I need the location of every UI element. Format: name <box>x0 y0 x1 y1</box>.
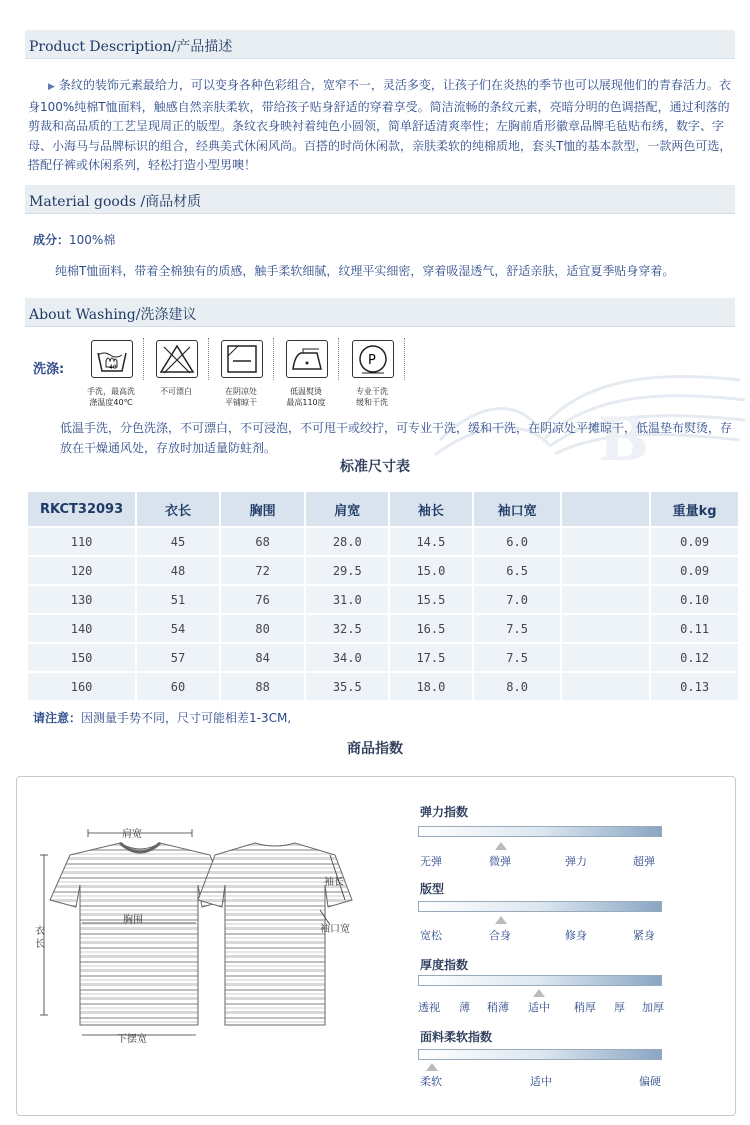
index-title: 商品指数 <box>347 741 403 757</box>
cell: 17.5 <box>390 644 472 671</box>
cell: 18.0 <box>390 673 472 700</box>
gauge-label: 无弹 <box>420 855 442 868</box>
gauge-label: 适中 <box>528 1001 550 1014</box>
icon-divider <box>338 338 339 380</box>
table-row <box>28 528 738 555</box>
gauge-label: 稍薄 <box>487 1001 509 1014</box>
svg-text:B: B <box>598 405 649 475</box>
cell: 150 <box>28 644 135 671</box>
header-weight: 重量kg <box>651 492 738 526</box>
bullet-arrow-icon: ▶ <box>48 82 55 92</box>
wash-caption: 手洗，最高洗 涤温度40℃ <box>87 387 135 407</box>
cell: 31.0 <box>306 586 388 613</box>
low-iron-icon <box>286 340 328 378</box>
cell: 32.5 <box>306 615 388 642</box>
gauge-label: 偏硬 <box>639 1075 661 1088</box>
table-row <box>28 615 738 642</box>
dim-shoulder: 肩宽 <box>122 829 142 840</box>
cell <box>562 644 649 671</box>
cell <box>562 673 649 700</box>
table-row <box>28 586 738 613</box>
gauge-label: 宽松 <box>420 929 442 942</box>
gauge-elasticity-title: 弹力指数 <box>420 805 469 819</box>
header-shoulder: 肩宽 <box>306 492 388 526</box>
gauge-fit-bar <box>418 901 662 912</box>
header-chest: 胸围 <box>221 492 305 526</box>
gauge-label: 紧身 <box>633 929 655 942</box>
gauge-label: 稍厚 <box>574 1001 596 1014</box>
description-title: Product Description/产品描述 <box>29 39 233 55</box>
material-title: Material goods /商品材质 <box>29 194 202 210</box>
material-label: 成分： <box>33 233 70 247</box>
measurement-note <box>33 709 291 726</box>
wash-caption: 低温熨烫 最高110度 <box>286 387 326 407</box>
cell: 35.5 <box>306 673 388 700</box>
header-cuff: 袖口宽 <box>474 492 561 526</box>
wash-caption: 专业干洗 缓和干洗 <box>356 387 388 407</box>
gauge-label: 加厚 <box>642 1001 664 1014</box>
cell: 130 <box>28 586 135 613</box>
cell: 48 <box>137 557 219 584</box>
cell <box>562 615 649 642</box>
gauge-label: 弹力 <box>565 855 587 868</box>
description-text: 条纹的装饰元素最给力，可以变身各种色彩组合，宽窄不一，灵活多变，让孩子们在炎热的季节也可以展现他们的青春活力。衣身100%纯棉T恤面料，触感自然亲肤柔软，带给孩子贴身舒适的穿着享受。简洁流畅的条纹元素，亮暗分明的色调搭配，通过利落的剪裁和高品质的工艺呈现周正的版型。条纹衣身映衬着纯色小圆领，简单舒适清爽率性；左胸前盾形徽章品牌毛毡贴布绣，数字、字母、小海马与品牌标识的组合，经典美式休闲风尚。百搭的时尚休闲款，亲肤柔软的纯棉质地，套头T恤的基本款型，一款两色可选，搭配仔裤或休闲系列，轻松打造小型男噢！ <box>28 78 732 172</box>
gauge-thickness-marker-icon <box>533 989 545 997</box>
cell: 120 <box>28 557 135 584</box>
cell: 15.5 <box>390 586 472 613</box>
gauge-label: 超弹 <box>633 855 655 868</box>
gauge-label: 微弹 <box>489 855 511 868</box>
icon-divider <box>208 338 209 380</box>
cell: 84 <box>221 644 305 671</box>
header-model: RKCT32093 <box>28 492 135 526</box>
size-table <box>26 490 740 702</box>
cell: 60 <box>137 673 219 700</box>
cell: 0.12 <box>651 644 738 671</box>
header-blank <box>562 492 649 526</box>
header-length: 衣长 <box>137 492 219 526</box>
cell <box>562 557 649 584</box>
cell: 45 <box>137 528 219 555</box>
material-composition <box>33 231 115 248</box>
dim-cuff: 袖口宽 <box>320 924 350 935</box>
gauge-label: 透视 <box>418 1001 440 1014</box>
cell: 28.0 <box>306 528 388 555</box>
wash-caption: 在阴凉处 平铺晾干 <box>225 387 257 407</box>
dim-hem: 下摆宽 <box>117 1034 147 1045</box>
no-bleach-icon <box>156 340 198 378</box>
cell: 7.5 <box>474 615 561 642</box>
professional-dry-clean-icon <box>352 340 394 378</box>
wash-caption: 不可漂白 <box>160 387 192 396</box>
material-value: 100%棉 <box>69 233 116 247</box>
cell: 16.5 <box>390 615 472 642</box>
cell: 72 <box>221 557 305 584</box>
size-table-header <box>28 492 738 526</box>
gauge-label: 合身 <box>489 929 511 942</box>
cell: 76 <box>221 586 305 613</box>
dim-length: 衣长 <box>35 926 45 950</box>
cell: 80 <box>221 615 305 642</box>
gauge-softness-title: 面料柔软指数 <box>420 1030 493 1044</box>
washing-header <box>25 298 735 327</box>
gauge-elasticity-marker-icon <box>495 842 507 850</box>
cell: 6.5 <box>474 557 561 584</box>
gauge-label: 薄 <box>459 1001 470 1014</box>
gauge-label: 柔软 <box>420 1075 442 1088</box>
gauge-label: 厚 <box>614 1001 625 1014</box>
cell: 0.10 <box>651 586 738 613</box>
gauge-elasticity-bar <box>418 826 662 837</box>
cell: 88 <box>221 673 305 700</box>
cell: 14.5 <box>390 528 472 555</box>
cell: 29.5 <box>306 557 388 584</box>
material-header <box>25 185 735 214</box>
gauge-label: 修身 <box>565 929 587 942</box>
cell: 15.0 <box>390 557 472 584</box>
cell: 57 <box>137 644 219 671</box>
cell: 54 <box>137 615 219 642</box>
icon-divider <box>273 338 274 380</box>
table-row <box>28 644 738 671</box>
svg-text:40: 40 <box>109 364 117 371</box>
cell <box>562 586 649 613</box>
cell: 7.5 <box>474 644 561 671</box>
cell: 6.0 <box>474 528 561 555</box>
icon-divider <box>143 338 144 380</box>
gauge-softness-bar <box>418 1049 662 1060</box>
cell: 0.13 <box>651 673 738 700</box>
shade-dry-flat-icon <box>221 340 263 378</box>
note-label: 请注意： <box>33 711 82 725</box>
size-table-title: 标准尺寸表 <box>340 459 410 475</box>
icon-divider <box>404 338 405 380</box>
washing-label: 洗涤: <box>33 362 65 377</box>
svg-text:P: P <box>368 353 376 368</box>
washing-text: 低温手洗，分色洗涤，不可漂白，不可浸泡，不可甩干或绞拧，可专业干洗，缓和干洗，在阴凉处平摊晾干，低温垫布熨烫，存放在干燥通风处，存放时加适量防蛀剂。 <box>60 421 733 455</box>
cell: 160 <box>28 673 135 700</box>
gauge-thickness-bar <box>418 975 662 986</box>
description-block <box>28 76 740 176</box>
gauge-fit-marker-icon <box>495 916 507 924</box>
cell: 0.11 <box>651 615 738 642</box>
header-sleeve: 袖长 <box>390 492 472 526</box>
note-text: 因测量手势不同，尺寸可能相差1-3CM, <box>81 711 292 725</box>
cell: 68 <box>221 528 305 555</box>
hand-wash-icon <box>91 340 133 378</box>
dim-sleeve-length: 袖长 <box>324 877 344 888</box>
cell: 7.0 <box>474 586 561 613</box>
washing-title: About Washing/洗涤建议 <box>29 307 197 323</box>
cell <box>562 528 649 555</box>
table-row <box>28 673 738 700</box>
cell: 0.09 <box>651 528 738 555</box>
table-row <box>28 557 738 584</box>
cell: 8.0 <box>474 673 561 700</box>
material-text: 纯棉T恤面料，带着全棉独有的质感，触手柔软细腻，纹理平实细密，穿着吸湿透气，舒适亲肤，适宜夏季贴身穿着。 <box>55 264 675 278</box>
gauge-thickness-title: 厚度指数 <box>420 958 469 972</box>
cell: 110 <box>28 528 135 555</box>
cell: 34.0 <box>306 644 388 671</box>
description-header <box>25 30 735 59</box>
cell: 51 <box>137 586 219 613</box>
dim-chest: 胸围 <box>123 915 143 926</box>
cell: 140 <box>28 615 135 642</box>
gauge-fit-title: 版型 <box>420 882 445 896</box>
gauge-softness-marker-icon <box>426 1063 438 1071</box>
gauge-label: 适中 <box>530 1075 552 1088</box>
cell: 0.09 <box>651 557 738 584</box>
